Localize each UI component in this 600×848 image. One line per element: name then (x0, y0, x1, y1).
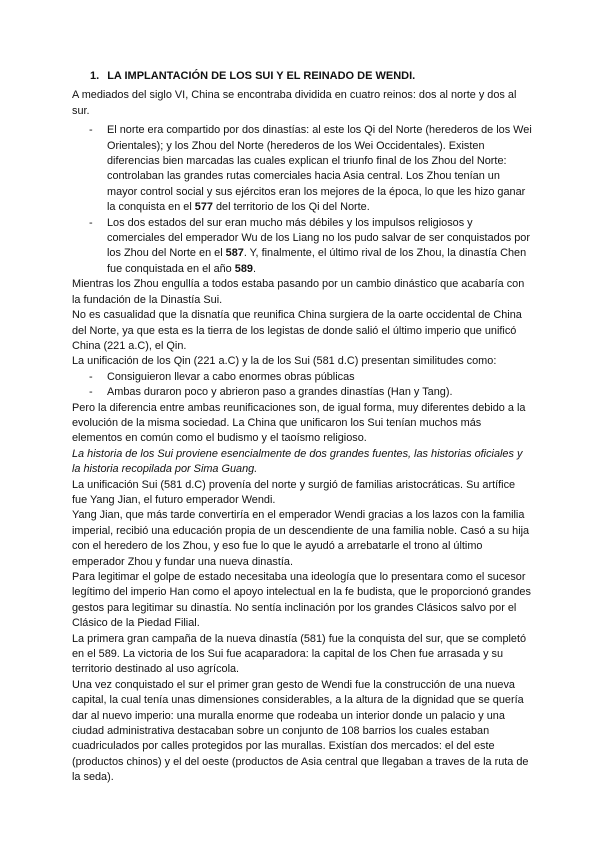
paragraph: Yang Jian, que más tarde convertiría en el emperador Wendi gracias a los lazos con la familia imperial, recibió una educación propia de un descendiente de una familia noble. Casó a su hija con el heredero de los Zhou, y eso fue lo que le ayudó a arrebatarle el trono al último emperador Zhou y fundar una nueva dinastía. (72, 509, 530, 568)
section-heading (90, 69, 532, 84)
paragraph: No es casualidad que la disnatía que reunifica China surgiera de la oarte occidental de China del Norte, ya que esta es la tierra de los legistas de donde salió el último imperio que unificó China (221 a.C), el Qin. (72, 309, 522, 352)
paragraph: La unificación de los Qin (221 a.C) y la de los Sui (581 d.C) presentan similitudes como: (72, 355, 497, 368)
list-item: - El norte era compartido por dos dinastías: al este los Qi del Norte (herederos de los Wei Orientales); y los Zhou del Norte (herederos de los Wei Occidentales). Existen diferencias bien marcadas las cuales explican el triunfo final de los Zhou del Norte: controlaban las grandes rutas comerciales hacia Asia central. Los Zhou tenían un mayor control social y sus ejércitos eran los mejores de la época, lo que les hizo ganar la conquista en el 577 del territorio de los Qi del Norte. (89, 124, 532, 214)
heading-text: LA IMPLANTACIÓN DE LOS SUI Y EL REINADO DE WENDI. (107, 70, 416, 82)
paragraph: Para legitimar el golpe de estado necesitaba una ideología que lo presentara como el sucesor legítimo del imperio Han como el apoyo intelectual en la fe budista, que le proporcionó grandes gestos para legitimar su dinastía. No sentía inclinación por los grandes Clásicos salvo por el Clásico de la Piedad Filial. (72, 571, 531, 630)
list-item: - Ambas duraron poco y abrieron paso a grandes dinastías (Han y Tang). (89, 386, 453, 399)
paragraph: Pero la diferencia entre ambas reunificaciones son, de igual forma, muy diferentes debido a la evolución de la misma sociedad. La China que unificaron los Sui tenían muchos más elementos en común como el budismo y el taoísmo religioso. (72, 401, 526, 445)
list-item: - Los dos estados del sur eran mucho más débiles y los impulsos religiosos y comerciales del emperador Wu de los Liang no los pudo salvar de ser conquistados por los Zhou del Norte en el 587. Y, finalmente, el último rival de los Zhou, la dinastía Chen fue conquistada en el año 589. (89, 216, 530, 275)
paragraph: La primera gran campaña de la nueva dinastía (581) fue la conquista del sur, que se completó en el 589. La victoria de los Sui fue acaparadora: la capital de los Chen fue arrasada y su territorio destinado al uso agrícola. (72, 632, 527, 676)
list-item: - Consiguieron llevar a cabo enormes obras públicas (89, 370, 355, 383)
year-587: 587 (225, 247, 244, 260)
similarities-list (72, 370, 532, 401)
document-page (72, 69, 532, 786)
year-577: 577 (194, 201, 213, 214)
paragraph: Mientras los Zhou engullía a todos estaba pasando por un cambio dinástico que acabaría con la fundación de la Dinastía Sui. (72, 278, 525, 306)
paragraph: Una vez conquistado el sur el primer gran gesto de Wendi fue la construcción de una nueva capital, la cual tenía unas dimensiones considerables, a la altura de la dignidad que se quería dar al nuevo imperio: una muralla enorme que rodeaba un interior donde un palacio y una ciudad administrativa destacaban sobre un conjunto de 108 barrios los cuales estaban cuadriculados por calles protegidos por las murallas. Existían dos mercados: el del este (productos chinos) y el del oeste (productos de Asia central que llegaban a traves de la ruta de la seda). (72, 678, 529, 784)
intro-paragraph: A mediados del siglo VI, China se encontraba dividida en cuatro reinos: dos al norte y dos al sur. (72, 89, 517, 117)
italic-paragraph: La historia de los Sui proviene esencialmente de dos grandes fuentes, las historias oficiales y la historia recopilada por Sima Guang. (72, 447, 523, 476)
kingdoms-list (72, 123, 532, 277)
paragraph: La unificación Sui (581 d.C) provenía del norte y surgió de familias aristocráticas. Su artífice fue Yang Jian, el futuro emperador Wendi. (72, 478, 516, 506)
heading-number: 1. (90, 70, 100, 82)
year-589: 589 (234, 262, 253, 275)
